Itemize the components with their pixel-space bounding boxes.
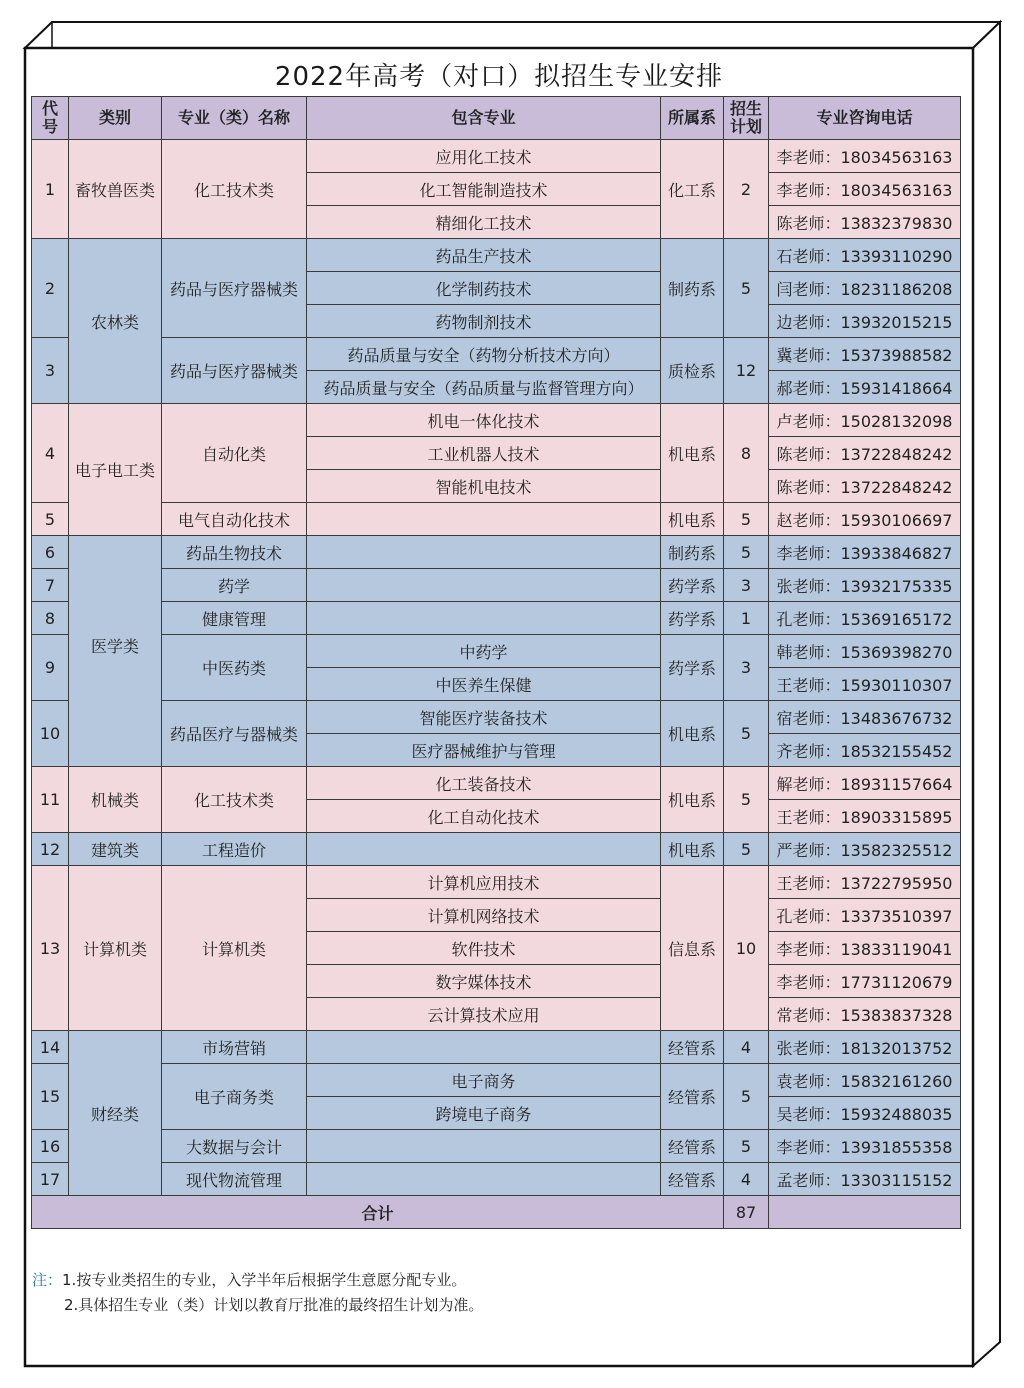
plan-cell: 3 [724, 635, 769, 701]
sub-major-cell [307, 536, 661, 569]
dept-cell: 机电系 [661, 404, 724, 503]
col-header-phone: 专业咨询电话 [769, 97, 961, 140]
plan-cell: 2 [724, 140, 769, 239]
plan-cell: 1 [724, 602, 769, 635]
dept-cell: 药学系 [661, 635, 724, 701]
sub-major-cell: 云计算技术应用 [307, 998, 661, 1031]
sub-major-cell: 智能机电技术 [307, 470, 661, 503]
phone-cell: 闫老师：18231186208 [769, 272, 961, 305]
plan-cell: 10 [724, 866, 769, 1031]
major-cell: 电气自动化技术 [162, 503, 307, 536]
enrollment-table [31, 96, 961, 1229]
major-cell: 计算机类 [162, 866, 307, 1031]
dept-cell: 制药系 [661, 536, 724, 569]
sub-major-cell: 化工智能制造技术 [307, 173, 661, 206]
sub-major-cell: 化工自动化技术 [307, 800, 661, 833]
dept-cell: 机电系 [661, 833, 724, 866]
phone-cell: 陈老师：13722848242 [769, 437, 961, 470]
row-no: 5 [32, 503, 69, 536]
sub-major-cell: 化工装备技术 [307, 767, 661, 800]
plan-cell: 5 [724, 833, 769, 866]
dept-cell: 制药系 [661, 239, 724, 338]
sub-major-cell: 精细化工技术 [307, 206, 661, 239]
plan-cell: 5 [724, 767, 769, 833]
dept-cell: 机电系 [661, 503, 724, 536]
major-cell: 化工技术类 [162, 767, 307, 833]
category-cell: 财经类 [69, 1031, 162, 1196]
phone-cell: 李老师：18034563163 [769, 140, 961, 173]
table-row [32, 140, 961, 173]
phone-cell: 李老师：13931855358 [769, 1130, 961, 1163]
major-cell: 电子商务类 [162, 1064, 307, 1130]
phone-cell: 李老师：13933846827 [769, 536, 961, 569]
sub-major-cell [307, 833, 661, 866]
dept-cell: 经管系 [661, 1130, 724, 1163]
row-no: 11 [32, 767, 69, 833]
sub-major-cell: 计算机网络技术 [307, 899, 661, 932]
col-header-no: 代 号 [32, 97, 69, 140]
phone-cell: 常老师：15383837328 [769, 998, 961, 1031]
sub-major-cell: 机电一体化技术 [307, 404, 661, 437]
dept-cell: 机电系 [661, 701, 724, 767]
phone-cell: 李老师：13833119041 [769, 932, 961, 965]
phone-cell: 赵老师：15930106697 [769, 503, 961, 536]
row-no: 6 [32, 536, 69, 569]
dept-cell: 信息系 [661, 866, 724, 1031]
dept-cell: 化工系 [661, 140, 724, 239]
plan-cell: 5 [724, 1064, 769, 1130]
sub-major-cell: 药品质量与安全（药物分析技术方向） [307, 338, 661, 371]
note-line-1: 注：1.按专业类招生的专业，入学半年后根据学生意愿分配专业。 [32, 1271, 467, 1289]
table-row [32, 239, 961, 272]
table-row [32, 536, 961, 569]
plan-cell: 4 [724, 1163, 769, 1196]
sub-major-cell [307, 1163, 661, 1196]
dept-cell: 药学系 [661, 569, 724, 602]
table-row [32, 866, 961, 899]
row-no: 17 [32, 1163, 69, 1196]
phone-cell: 李老师：17731120679 [769, 965, 961, 998]
plan-cell: 3 [724, 569, 769, 602]
sub-major-cell: 电子商务 [307, 1064, 661, 1097]
sub-major-cell: 中药学 [307, 635, 661, 668]
row-no: 16 [32, 1130, 69, 1163]
phone-cell: 张老师：18132013752 [769, 1031, 961, 1064]
total-row [32, 1196, 961, 1229]
row-no: 14 [32, 1031, 69, 1064]
note-line-2: 2.具体招生专业（类）计划以教育厅批准的最终招生计划为准。 [64, 1296, 484, 1314]
major-cell: 健康管理 [162, 602, 307, 635]
row-no: 13 [32, 866, 69, 1031]
phone-cell: 边老师：13932015215 [769, 305, 961, 338]
sub-major-cell: 药品生产技术 [307, 239, 661, 272]
category-cell: 医学类 [69, 536, 162, 767]
major-cell: 中医药类 [162, 635, 307, 701]
col-header-category: 类别 [69, 97, 162, 140]
table-row [32, 1163, 961, 1196]
major-cell: 药品生物技术 [162, 536, 307, 569]
phone-cell: 张老师：13932175335 [769, 569, 961, 602]
category-cell: 畜牧兽医类 [69, 140, 162, 239]
dept-cell: 药学系 [661, 602, 724, 635]
row-no: 1 [32, 140, 69, 239]
phone-cell: 孔老师：15369165172 [769, 602, 961, 635]
sub-major-cell [307, 602, 661, 635]
table-row [32, 1130, 961, 1163]
plan-cell: 5 [724, 503, 769, 536]
row-no: 4 [32, 404, 69, 503]
table-row [32, 602, 961, 635]
major-cell: 现代物流管理 [162, 1163, 307, 1196]
note-label: 注： [32, 1271, 63, 1289]
plan-cell: 5 [724, 1130, 769, 1163]
phone-cell: 陈老师：13832379830 [769, 206, 961, 239]
sub-major-cell: 药物制剂技术 [307, 305, 661, 338]
sub-major-cell: 数字媒体技术 [307, 965, 661, 998]
table-row [32, 503, 961, 536]
phone-cell: 李老师：18034563163 [769, 173, 961, 206]
page-title: 2022年高考（对口）拟招生专业安排 [274, 62, 724, 92]
col-header-dept: 所属系 [661, 97, 724, 140]
col-header-major: 专业（类）名称 [162, 97, 307, 140]
row-no: 12 [32, 833, 69, 866]
phone-cell: 孟老师：13303115152 [769, 1163, 961, 1196]
sub-major-cell: 中医养生保健 [307, 668, 661, 701]
row-no: 9 [32, 635, 69, 701]
major-cell: 工程造价 [162, 833, 307, 866]
major-cell: 化工技术类 [162, 140, 307, 239]
table-row [32, 404, 961, 437]
dept-cell: 经管系 [661, 1163, 724, 1196]
row-no: 2 [32, 239, 69, 338]
phone-cell: 韩老师：15369398270 [769, 635, 961, 668]
dept-cell: 质检系 [661, 338, 724, 404]
dept-cell: 经管系 [661, 1031, 724, 1064]
notes [32, 1268, 483, 1318]
table-row [32, 1064, 961, 1097]
row-no: 15 [32, 1064, 69, 1130]
dept-cell: 机电系 [661, 767, 724, 833]
phone-cell: 王老师：18903315895 [769, 800, 961, 833]
header-row [32, 97, 961, 140]
major-cell: 药学 [162, 569, 307, 602]
category-cell: 计算机类 [69, 866, 162, 1031]
row-no: 3 [32, 338, 69, 404]
major-cell: 自动化类 [162, 404, 307, 503]
row-no: 7 [32, 569, 69, 602]
phone-cell: 吴老师：15932488035 [769, 1097, 961, 1130]
total-label: 合计 [32, 1196, 724, 1229]
phone-cell: 孔老师：13373510397 [769, 899, 961, 932]
sub-major-cell: 工业机器人技术 [307, 437, 661, 470]
sub-major-cell [307, 503, 661, 536]
major-cell: 大数据与会计 [162, 1130, 307, 1163]
phone-cell: 卢老师：15028132098 [769, 404, 961, 437]
phone-cell: 郝老师：15931418664 [769, 371, 961, 404]
sub-major-cell: 应用化工技术 [307, 140, 661, 173]
major-cell: 市场营销 [162, 1031, 307, 1064]
sub-major-cell: 计算机应用技术 [307, 866, 661, 899]
table-row [32, 767, 961, 800]
sub-major-cell: 医疗器械维护与管理 [307, 734, 661, 767]
phone-cell: 齐老师：18532155452 [769, 734, 961, 767]
sub-major-cell: 跨境电子商务 [307, 1097, 661, 1130]
phone-cell: 王老师：13722795950 [769, 866, 961, 899]
plan-cell: 12 [724, 338, 769, 404]
sub-major-cell [307, 1130, 661, 1163]
category-cell: 农林类 [69, 239, 162, 404]
col-header-plan: 招生 计划 [724, 97, 769, 140]
row-no: 8 [32, 602, 69, 635]
table-row [32, 569, 961, 602]
major-cell: 药品医疗与器械类 [162, 701, 307, 767]
row-no: 10 [32, 701, 69, 767]
sub-major-cell: 软件技术 [307, 932, 661, 965]
sub-major-cell: 药品质量与安全（药品质量与监督管理方向） [307, 371, 661, 404]
plan-cell: 5 [724, 701, 769, 767]
total-value: 87 [724, 1196, 769, 1229]
phone-cell: 宿老师：13483676732 [769, 701, 961, 734]
phone-cell: 王老师：15930110307 [769, 668, 961, 701]
table-row [32, 1031, 961, 1064]
phone-cell: 解老师：18931157664 [769, 767, 961, 800]
table-row [32, 338, 961, 371]
phone-cell: 严老师：13582325512 [769, 833, 961, 866]
table-row [32, 635, 961, 668]
col-header-includes: 包含专业 [307, 97, 661, 140]
major-cell: 药品与医疗器械类 [162, 239, 307, 338]
table-row [32, 701, 961, 734]
sub-major-cell [307, 569, 661, 602]
dept-cell: 经管系 [661, 1064, 724, 1130]
phone-cell: 袁老师：15832161260 [769, 1064, 961, 1097]
category-cell: 机械类 [69, 767, 162, 833]
plan-cell: 5 [724, 536, 769, 569]
table-row [32, 833, 961, 866]
phone-cell: 冀老师：15373988582 [769, 338, 961, 371]
sub-major-cell: 智能医疗装备技术 [307, 701, 661, 734]
plan-cell: 5 [724, 239, 769, 338]
sub-major-cell [307, 1031, 661, 1064]
sub-major-cell: 化学制药技术 [307, 272, 661, 305]
plan-cell: 8 [724, 404, 769, 503]
phone-cell: 陈老师：13722848242 [769, 470, 961, 503]
total-empty-cell [769, 1196, 961, 1229]
category-cell: 建筑类 [69, 833, 162, 866]
phone-cell: 石老师：13393110290 [769, 239, 961, 272]
category-cell: 电子电工类 [69, 404, 162, 536]
plan-cell: 4 [724, 1031, 769, 1064]
major-cell: 药品与医疗器械类 [162, 338, 307, 404]
